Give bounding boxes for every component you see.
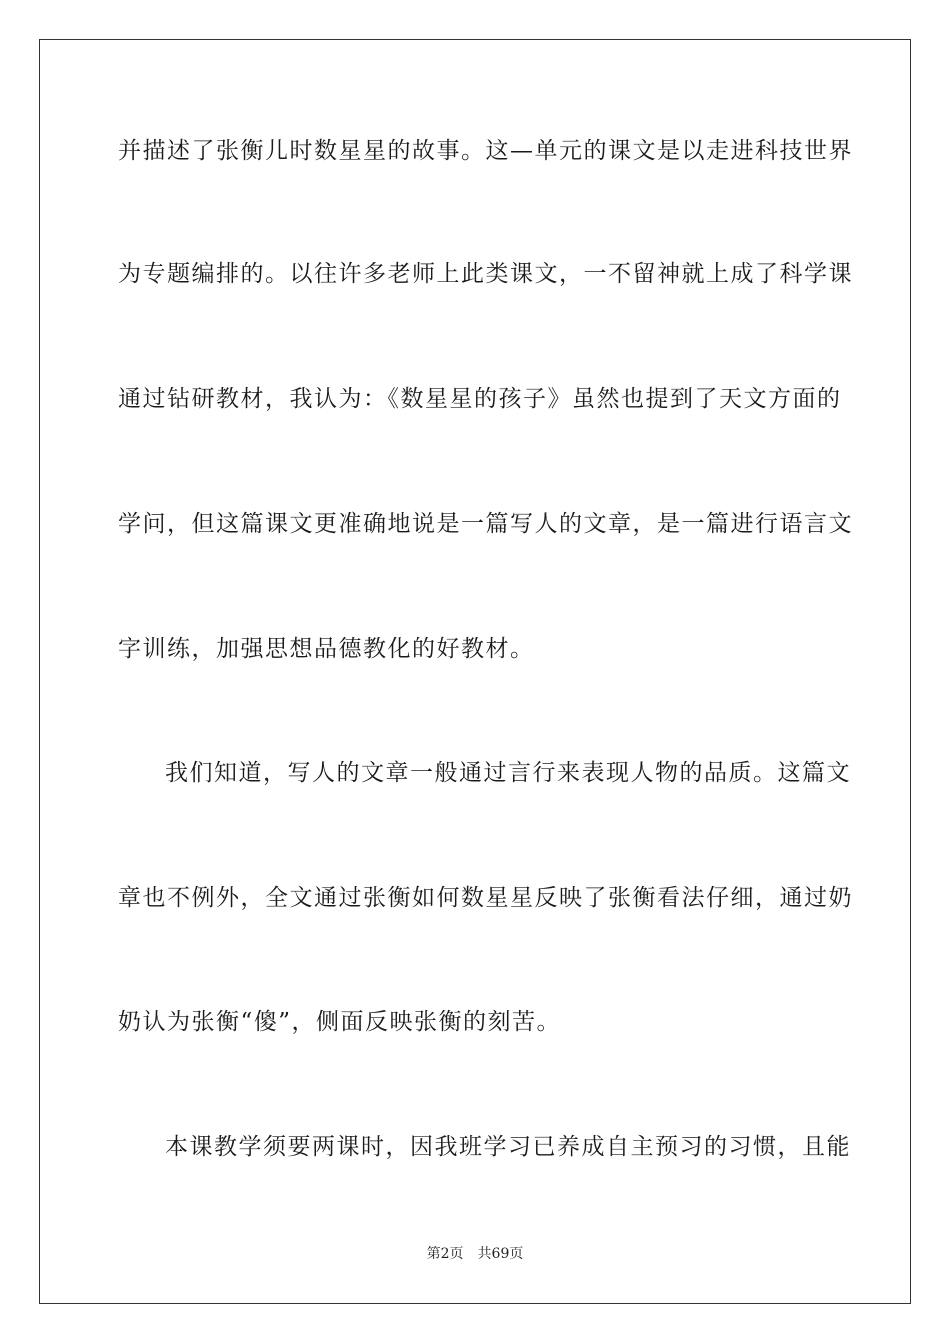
paragraph-line-1: 并描述了张衡儿时数星星的故事。这—单元的课文是以走进科技世界 bbox=[118, 138, 853, 164]
paragraph-line-3: 通过钻研教材，我认为：《数星星的孩子》虽然也提到了天文方面的 bbox=[118, 386, 842, 412]
paragraph-line-8: 奶认为张衡“傻”，侧面反映张衡的刻苦。 bbox=[118, 1009, 562, 1035]
paragraph-line-2: 为专题编排的。以往许多老师上此类课文，一不留神就上成了科学课 bbox=[118, 261, 853, 287]
page-number-current: 第2页 bbox=[426, 1246, 464, 1262]
paragraph-line-6: 我们知道，写人的文章一般通过言行来表现人物的品质。这篇文 bbox=[165, 760, 851, 786]
paragraph-line-5: 字训练，加强思想品德教化的好教材。 bbox=[118, 636, 535, 662]
paragraph-line-9: 本课教学须要两课时，因我班学习已养成自主预习的习惯，且能 bbox=[165, 1134, 851, 1160]
page-number-total: 共69页 bbox=[477, 1246, 524, 1262]
page-footer bbox=[0, 1245, 950, 1263]
page-border bbox=[39, 39, 911, 1304]
paragraph-line-7: 章也不例外，全文通过张衡如何数星星反映了张衡看法仔细，通过奶 bbox=[118, 885, 853, 911]
paragraph-line-4: 学问，但这篇课文更准确地说是一篇写人的文章，是一篇进行语言文 bbox=[118, 511, 853, 537]
